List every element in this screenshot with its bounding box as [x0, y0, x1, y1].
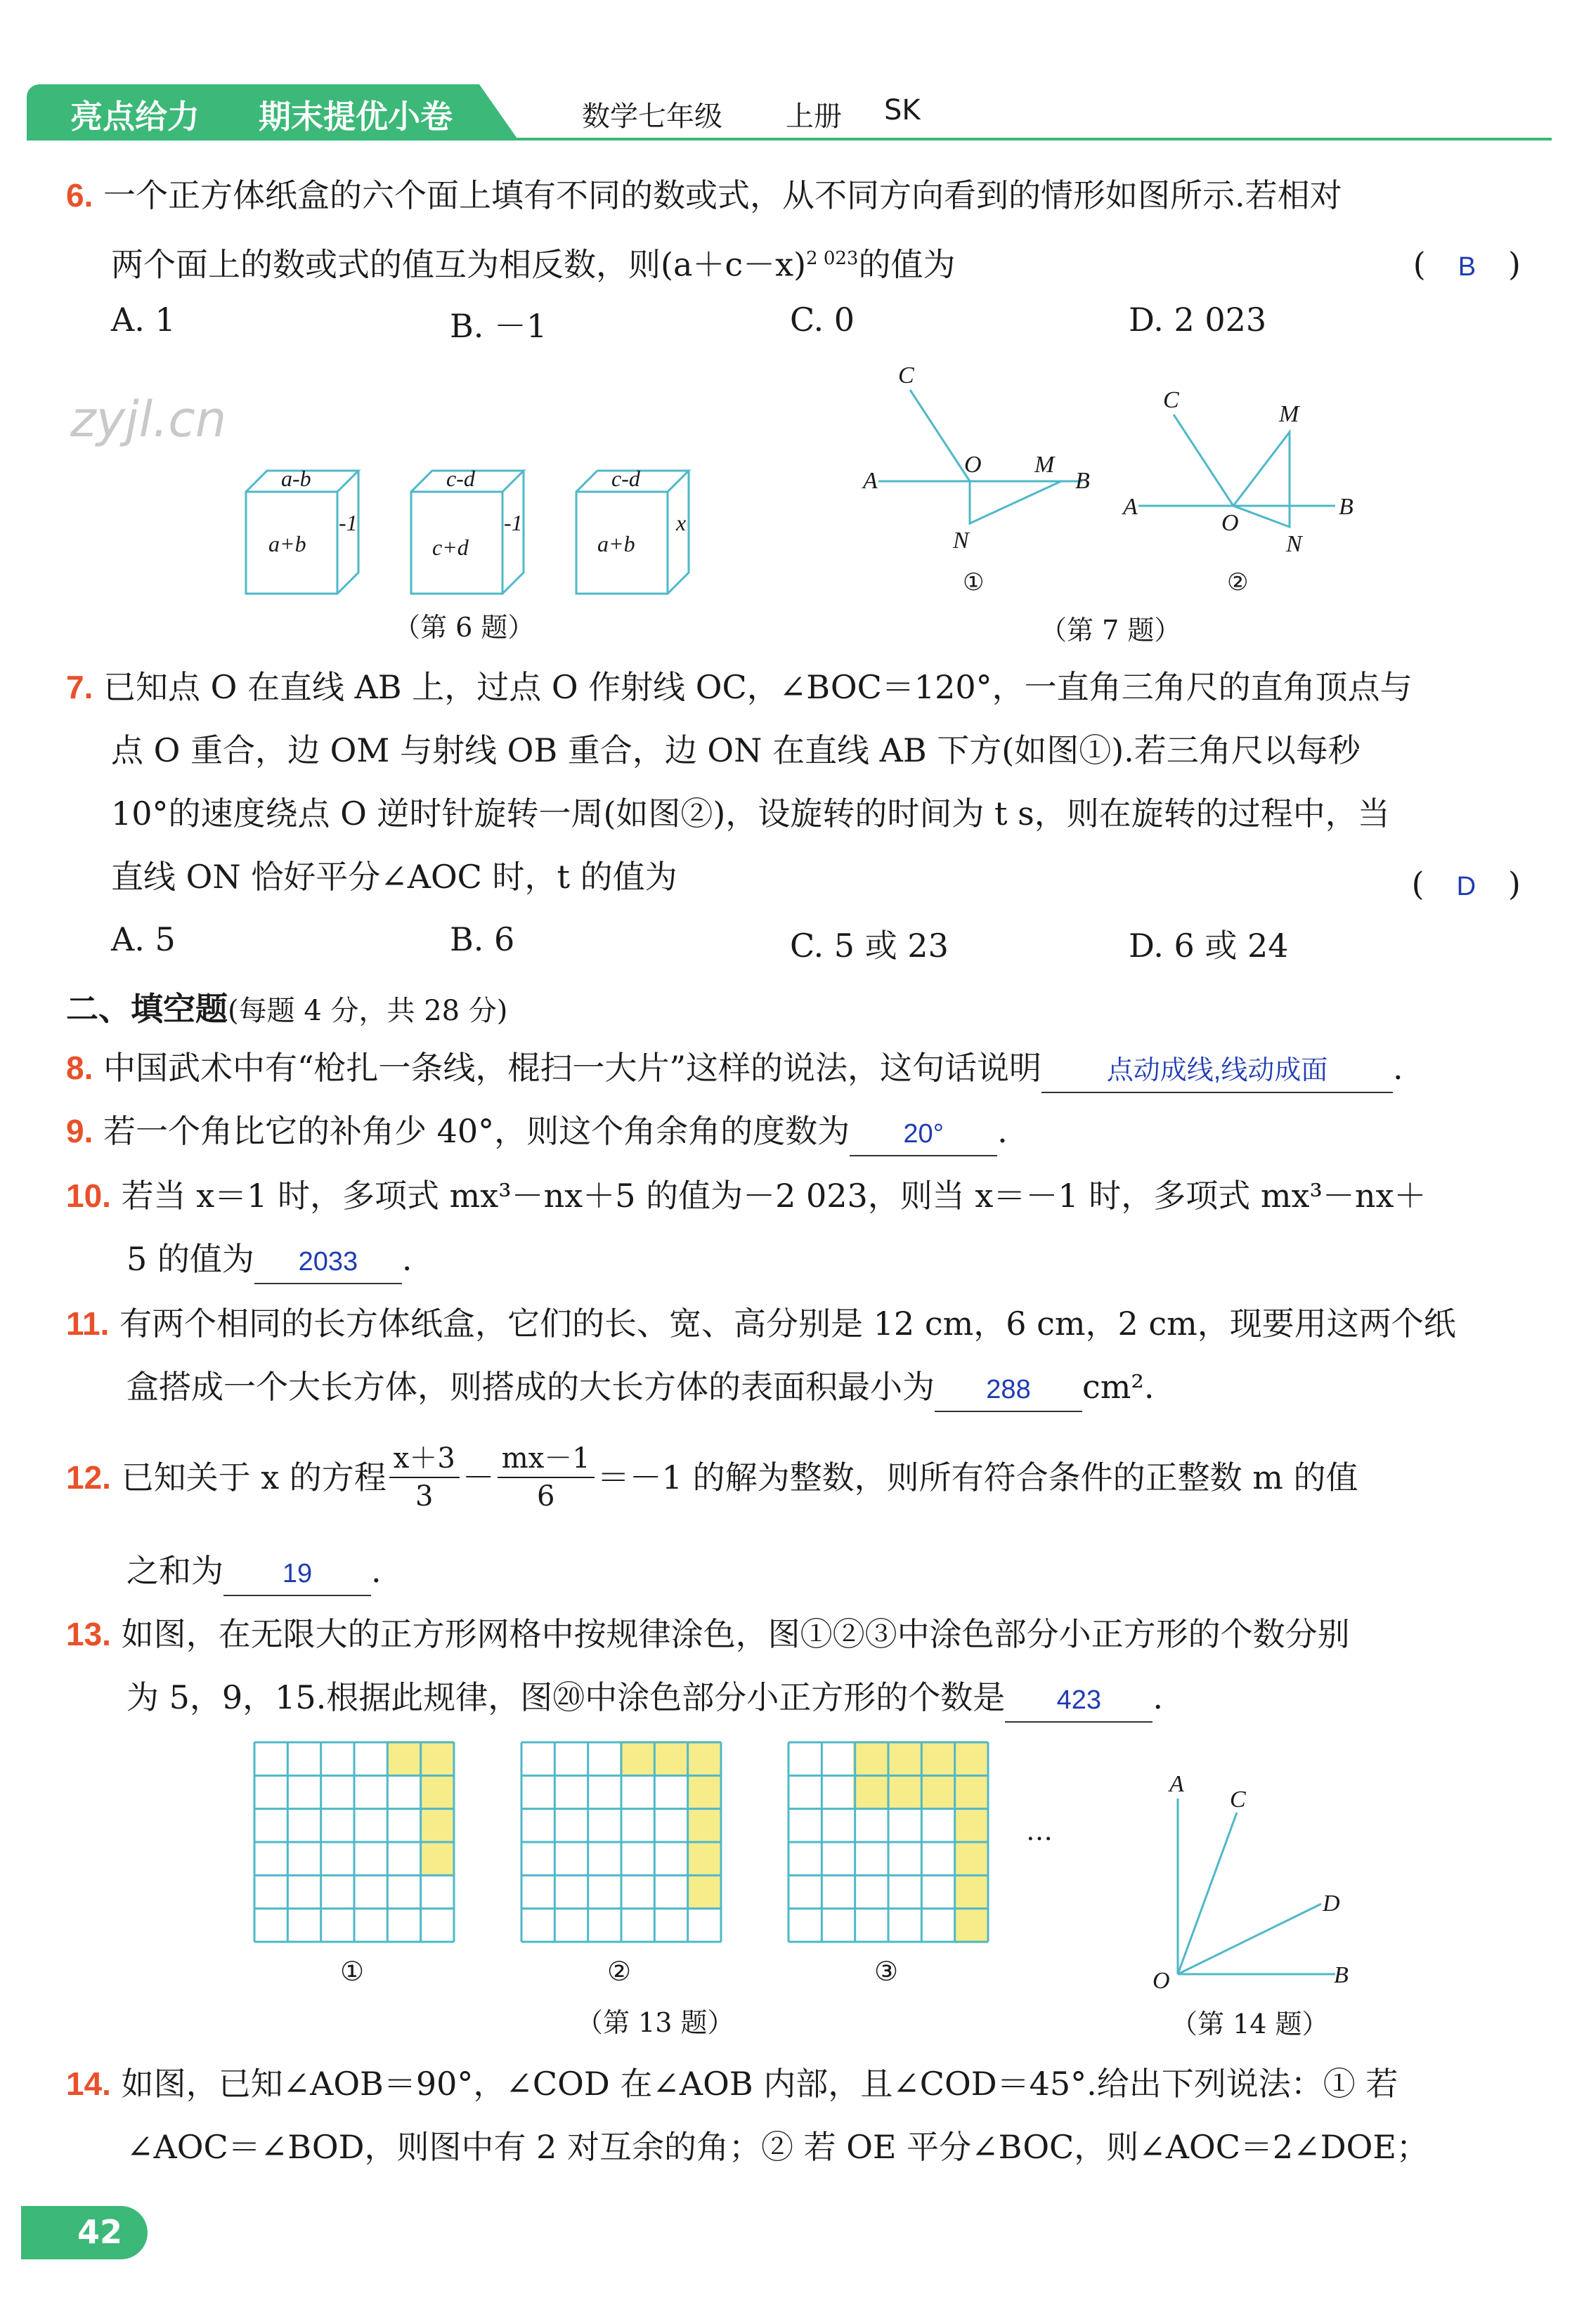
cubes-figure — [232, 450, 724, 604]
grid-label-3: ③ — [874, 1956, 899, 1987]
fig1-label-b: B — [1075, 468, 1090, 494]
cube-2-side: -1 — [504, 510, 523, 535]
caption-q13: （第 13 题） — [576, 2007, 734, 2038]
option-d: D. 2 023 — [1129, 301, 1267, 339]
question-13-line1: 13. 如图，在无限大的正方形网格中按规律涂色，图①②③中涂色部分小正方形的个数分别 — [66, 1615, 1350, 1653]
question-12-line1: 12. 已知关于 x 的方程 x＋3 3 － mx－1 6 ＝－1 的解为整数，则所有符合条件的正整数 m 的值 — [66, 1440, 1358, 1515]
fraction-2: mx－1 6 — [498, 1440, 595, 1515]
question-7-answer: ( D ) — [1411, 865, 1521, 903]
fig2-label-o: O — [1221, 510, 1239, 536]
fraction-1: x＋3 3 — [389, 1440, 460, 1515]
question-12-line2: 之和为 19 . — [126, 1539, 382, 1603]
question-number: 13. — [66, 1616, 111, 1652]
section-title: 二、填空题(每题 4 分，共 28 分) — [66, 990, 508, 1028]
answer-blank: 2033 — [254, 1238, 402, 1284]
caption-q7: （第 7 题） — [1040, 615, 1181, 646]
question-13-line2: 为 5，9，15.根据此规律，图⑳中涂色部分小正方形的个数是 423 . — [126, 1665, 1163, 1730]
header-band — [27, 84, 1552, 141]
fig2-label-n: N — [1286, 531, 1302, 557]
header-line — [505, 138, 1552, 141]
fig1-marker: ① — [963, 568, 985, 596]
answer-blank: 19 — [223, 1550, 371, 1596]
label-c: C — [1230, 1787, 1246, 1813]
fig1-label-m: M — [1034, 452, 1055, 478]
option-d: D. 6 或 24 — [1129, 927, 1289, 965]
grid-figure-3 — [787, 1741, 991, 1945]
grid-figure-2 — [520, 1741, 724, 1945]
answer-blank: 288 — [935, 1366, 1082, 1412]
cube-1-side: -1 — [339, 510, 358, 535]
fig1-label-o: O — [964, 452, 982, 478]
caption-q6: （第 6 题） — [394, 612, 535, 643]
label-o: O — [1153, 1968, 1170, 1994]
cube-3-front: a+b — [597, 531, 635, 556]
question-number: 10. — [66, 1177, 111, 1214]
shaded-cells — [620, 1741, 721, 1775]
cube-1-top: a-b — [281, 466, 311, 491]
question-number: 14. — [66, 2065, 111, 2102]
grid-figure-1 — [253, 1741, 457, 1945]
ellipsis: … — [1026, 1815, 1053, 1846]
question-7-line3: 10°的速度绕点 O 逆时针旋转一周(如图②)，设旋转的时间为 t s，则在旋转的过程中，当 — [111, 795, 1390, 833]
cube-2-top: c-d — [446, 466, 475, 491]
fig1-label-c: C — [898, 363, 914, 389]
page-number-badge — [21, 2206, 148, 2259]
question-11-line1: 11. 有两个相同的长方体纸盒，它们的长、宽、高分别是 12 cm，6 cm，2 cm，现要用这两个纸 — [66, 1305, 1456, 1343]
cube-3-side: x — [676, 510, 687, 535]
question-number: 7. — [66, 669, 93, 705]
label-b: B — [1334, 1962, 1349, 1988]
header-series: 期末提优小卷 — [259, 98, 453, 136]
cube-3-top: c-d — [611, 466, 640, 491]
option-b: B. －1 — [450, 307, 547, 345]
question-6-line2: 两个面上的数或式的值互为相反数，则$(a+c-x)^{2 023}$的值为 — [111, 245, 956, 284]
angle-figure-q7 — [843, 358, 1391, 604]
fig1-label-a: A — [863, 468, 878, 494]
question-9: 9. 若一个角比它的补角少 40°，则这个角余角的度数为 20° . — [66, 1099, 1008, 1163]
fig2-label-b: B — [1339, 494, 1353, 520]
answer-blank: 20° — [850, 1110, 997, 1156]
cube-2-front: c+d — [432, 535, 469, 560]
header-edition: SK — [884, 94, 921, 126]
question-14-line1: 14. 如图，已知∠AOB＝90°，∠COD 在∠AOB 内部，且∠COD＝45°.给出下列说法：① 若 — [66, 2065, 1398, 2103]
header-volume: 上册 — [786, 100, 842, 133]
fig1-label-n: N — [953, 528, 969, 554]
question-14-line2: ∠AOC＝∠BOD，则图中有 2 对互余的角；② 若 OE 平分∠BOC，则∠AOC＝2∠DOE； — [126, 2128, 1429, 2166]
answer-blank: 423 — [1005, 1676, 1153, 1723]
watermark: zyjl.cn — [70, 391, 227, 448]
fig2-label-m: M — [1279, 401, 1299, 427]
question-10-line2: 5 的值为 2033 . — [126, 1227, 413, 1291]
fig2-label-a: A — [1123, 494, 1138, 520]
label-d: D — [1323, 1891, 1340, 1917]
question-6-answer: ( B ) — [1413, 245, 1521, 283]
question-number: 12. — [66, 1459, 111, 1496]
header-brand: 亮点给力 — [70, 98, 200, 136]
grid-label-1: ① — [340, 1956, 365, 1987]
header-subject: 数学七年级 — [582, 100, 722, 133]
shaded-cells — [420, 1775, 454, 1876]
question-6-line1: 6. 一个正方体纸盒的六个面上填有不同的数或式，从不同方向看到的情形如图所示.若相对 — [66, 176, 1342, 214]
question-number: 6. — [66, 177, 93, 214]
option-a: A. 1 — [111, 301, 176, 339]
question-number: 9. — [66, 1113, 93, 1149]
question-7-line2: 点 O 重合，边 OM 与射线 OB 重合，边 ON 在直线 AB 下方(如图①).若三角尺以每秒 — [111, 731, 1361, 769]
question-7-line4: 直线 ON 恰好平分∠AOC 时，t 的值为 — [111, 858, 677, 896]
question-7-line1: 7. 已知点 O 在直线 AB 上，过点 O 作射线 OC，∠BOC＝120°，一直角三角尺的直角顶点与 — [66, 668, 1413, 706]
question-11-line2: 盒搭成一个大长方体，则搭成的大长方体的表面积最小为 288 cm². — [126, 1354, 1154, 1419]
option-a: A. 5 — [111, 920, 176, 958]
question-number: 8. — [66, 1050, 93, 1086]
question-10-line1: 10. 若当 x＝1 时，多项式 mx³－nx＋5 的值为－2 023，则当 x＝－1 时，多项式 mx³－nx＋ — [66, 1177, 1427, 1215]
fig2-marker: ② — [1227, 568, 1249, 596]
fig2-label-c: C — [1163, 387, 1179, 413]
caption-q14: （第 14 题） — [1171, 2009, 1329, 2039]
option-c: C. 0 — [790, 301, 855, 339]
page-number: 42 — [77, 2213, 123, 2251]
answer-blank: 点动成线,线动成面 — [1041, 1047, 1393, 1093]
angle-figure-q14 — [1138, 1770, 1363, 1995]
option-c: C. 5 或 23 — [790, 927, 949, 965]
option-b: B. 6 — [450, 920, 515, 958]
question-number: 11. — [66, 1305, 110, 1342]
question-8: 8. 中国武术中有“枪扎一条线，棍扫一大片”这样的说法，这句话说明 点动成线,线动成面 . — [66, 1036, 1403, 1100]
label-a: A — [1169, 1771, 1184, 1797]
grid-label-2: ② — [607, 1956, 632, 1987]
cube-1-front: a+b — [268, 531, 306, 556]
